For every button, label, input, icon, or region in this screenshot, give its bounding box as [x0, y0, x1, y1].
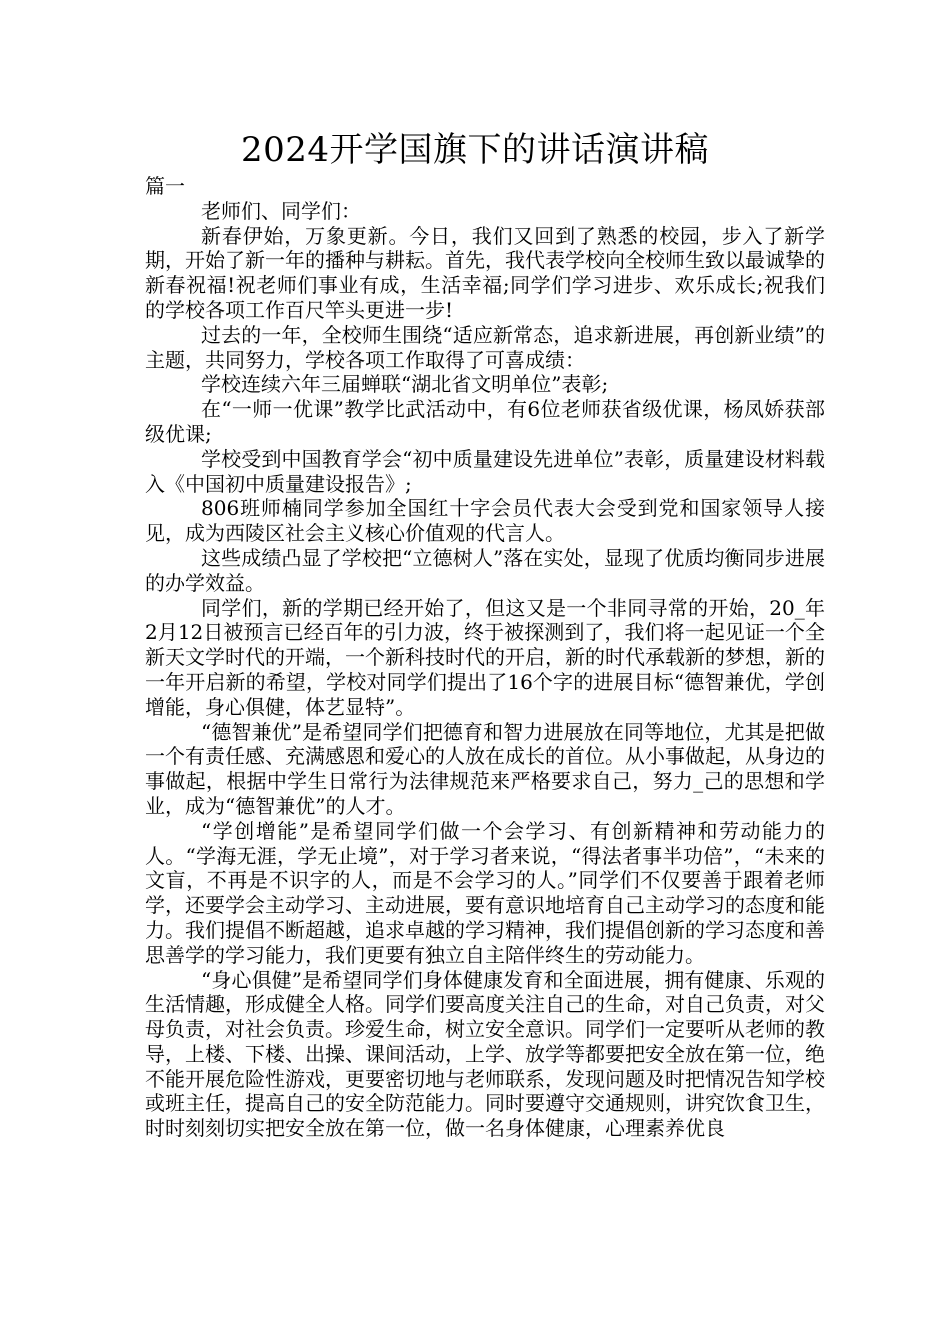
- paragraph-goal-body-mind-health: “身心俱健”是希望同学们身体健康发育和全面进展，拥有健康、乐观的生活情趣，形成健全人格。同学们要高度关注自己的生命，对自己负责，对父母负责，对社会负责。珍爱生命，树立安全意识。同学们一定要听从老师的教导，上楼、下楼、出操、课间活动，上学、放学等都要把安全放在第一位，绝不能开展危险性游戏，更要密切地与老师联系，发现问题及时把情况告知学校或班主任，提高自己的安全防范能力。同时要遵守交通规则，讲究饮食卫生，时时刻刻切实把安全放在第一位，做一名身体健康，心理素养优良: [145, 967, 825, 1141]
- document-title: 2024开学国旗下的讲话演讲稿: [240, 130, 710, 170]
- paragraph-goal-moral-intellect: “德智兼优”是希望同学们把德育和智力进展放在同等地位，尤其是把做一个有责任感、充满感恩和爱心的人放在成长的首位。从小事做起，从身边的事做起，根据中学生日常行为法律规范来严格要求自己，努力_己的思想和学业，成为“德智兼优”的人才。: [145, 719, 825, 818]
- paragraph-last-year-summary: 过去的一年，全校师生围绕“适应新常态，追求新进展，再创新业绩”的主题，共同努力，学校各项工作取得了可喜成绩：: [145, 322, 825, 372]
- paragraph-achievement-student-representative: 806班师楠同学参加全国红十字会员代表大会受到党和国家领导人接见，成为西陵区社会主义核心价值观的代言人。: [145, 496, 825, 546]
- paragraph-achievement-quality-construction: 学校受到中国教育学会“初中质量建设先进单位”表彰，质量建设材料载入《中国初中质量建设报告》;: [145, 446, 825, 496]
- document-body: [145, 174, 825, 1141]
- paragraph-achievement-civilized-unit: 学校连续六年三届蝉联“湖北省文明单位”表彰;: [201, 372, 609, 397]
- paragraph-salutation: 老师们、同学们：: [201, 198, 361, 223]
- paragraph-new-year-greeting: 新春伊始，万象更新。今日，我们又回到了熟悉的校园，步入了新学期，开始了新一年的播种与耕耘。首先，我代表学校向全校师生致以最诚挚的新春祝福!祝老师们事业有成，生活幸福;同学们学习进步、欢乐成长;祝我们的学校各项工作百尺竿头更进一步!: [145, 223, 825, 322]
- section-label: 篇一: [145, 174, 185, 198]
- paragraph-goal-learning-innovation: “学创增能”是希望同学们做一个会学习、有创新精神和劳动能力的人。“学海无涯，学无止境”，对于学习者来说，“得法者事半功倍”，“未来的文盲，不再是不识字的人，而是不会学习的人。”同学们不仅要善于跟着老师学，还要学会主动学习、主动进展，要有意识地培育自己主动学习的态度和能力。我们提倡不断超越，追求卓越的学习精神，我们提倡创新的学习态度和善思善学的学习能力，我们更要有独立自主陪伴终生的劳动能力。: [145, 818, 825, 967]
- paragraph-achievement-excellent-lessons: 在“一师一优课”教学比武活动中，有6位老师获省级优课，杨凤娇获部级优课;: [145, 397, 825, 446]
- paragraph-achievement-conclusion: 这些成绩凸显了学校把“立德树人”落在实处，显现了优质均衡同步进展的办学效益。: [145, 545, 825, 595]
- paragraph-new-semester-goals: 同学们，新的学期已经开始了，但这又是一个非同寻常的开始，20_年2月12日被预言已经百年的引力波，终于被探测到了，我们将一起见证一个全新天文学时代的开端，一个新科技时代的开启，新的时代承载新的梦想，新的一年开启新的希望，学校对同学们提出了16个字的进展目标“德智兼优，学创增能，身心俱健，体艺显特”。: [145, 595, 825, 719]
